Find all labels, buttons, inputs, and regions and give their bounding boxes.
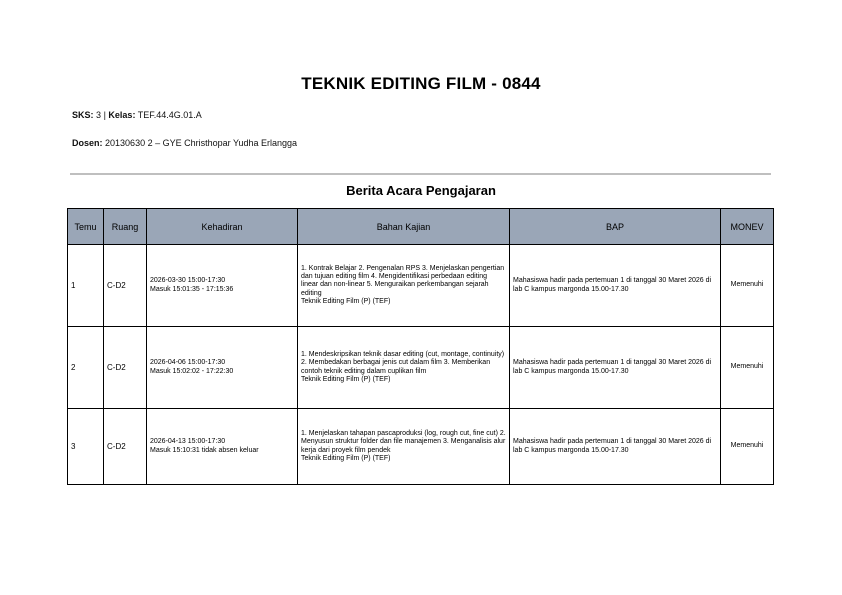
table-row: [68, 245, 774, 327]
cell-monev: Memenuhi: [721, 327, 774, 409]
kelas-label: Kelas:: [108, 110, 136, 120]
bahan-matkul: Teknik Editing Film (P) (TEF): [301, 454, 391, 462]
cell-kehadiran: [147, 245, 298, 327]
cell-ruang: C-D2: [104, 245, 147, 327]
table-header-row: [68, 209, 774, 245]
column-header-temu: Temu: [68, 209, 104, 245]
cell-kehadiran: [147, 327, 298, 409]
table-row: [68, 409, 774, 485]
cell-temu: 2: [68, 327, 104, 409]
dosen-value: 20130630 2 – GYE Christhopar Yudha Erlangga: [105, 138, 298, 148]
bahan-kajian-text: 1. Kontrak Belajar 2. Pengenalan RPS 3. Menjelaskan pengertian dan tujuan editing film 4. Mengidentifikasi perbedaan editing linear dan non-linear 5. Menguraikan perkembangan sejarah editing: [301, 264, 505, 297]
cell-kehadiran: [147, 409, 298, 485]
kehadiran-jadwal: 2026-04-06 15:00-17:30: [150, 359, 226, 367]
cell-bahan-kajian: [298, 409, 510, 485]
sks-value: 3: [96, 110, 102, 120]
sks-label: SKS:: [72, 110, 94, 120]
bahan-matkul: Teknik Editing Film (P) (TEF): [301, 298, 391, 306]
column-header-bap: BAP: [510, 209, 721, 245]
kehadiran-masuk: Masuk 15:01:35 - 17:15:36: [150, 285, 234, 293]
course-info: [72, 110, 202, 120]
lecturer-info: [72, 138, 297, 148]
separator: |: [103, 110, 106, 120]
cell-temu: 3: [68, 409, 104, 485]
kelas-value: TEF.44.4G.01.A: [137, 110, 202, 120]
column-header-bahan-kajian: Bahan Kajian: [298, 209, 510, 245]
bap-table: [67, 208, 774, 485]
cell-ruang: C-D2: [104, 327, 147, 409]
cell-bahan-kajian: [298, 327, 510, 409]
cell-monev: Memenuhi: [721, 409, 774, 485]
table-row: [68, 327, 774, 409]
kehadiran-jadwal: 2026-03-30 15:00-17:30: [150, 277, 226, 285]
section-title: Berita Acara Pengajaran: [346, 183, 496, 198]
bahan-kajian-text: 1. Menjelaskan tahapan pascaproduksi (log, rough cut, fine cut) 2. Menyusun struktur folder dan file manajemen 3. Menganalisis alur kerja dari proyek film pendek: [301, 429, 506, 454]
cell-bap: Mahasiswa hadir pada pertemuan 1 di tanggal 30 Maret 2026 di lab C kampus margonda 15.00-17.30: [510, 409, 721, 485]
cell-bahan-kajian: [298, 245, 510, 327]
page-title: TEKNIK EDITING FILM - 0844: [301, 74, 541, 93]
bahan-matkul: Teknik Editing Film (P) (TEF): [301, 375, 391, 383]
kehadiran-jadwal: 2026-04-13 15:00-17:30: [150, 438, 226, 446]
dosen-label: Dosen:: [72, 138, 103, 148]
kehadiran-masuk: Masuk 15:02:02 - 17:22:30: [150, 367, 234, 375]
column-header-ruang: Ruang: [104, 209, 147, 245]
cell-bap: Mahasiswa hadir pada pertemuan 1 di tanggal 30 Maret 2026 di lab C kampus margonda 15.00-17.30: [510, 327, 721, 409]
cell-bap: Mahasiswa hadir pada pertemuan 1 di tanggal 30 Maret 2026 di lab C kampus margonda 15.00-17.30: [510, 245, 721, 327]
cell-temu: 1: [68, 245, 104, 327]
cell-ruang: C-D2: [104, 409, 147, 485]
cell-monev: Memenuhi: [721, 245, 774, 327]
bahan-kajian-text: 1. Mendeskripsikan teknik dasar editing (cut, montage, continuity) 2. Membedakan berbagai jenis cut dalam film 3. Memberikan contoh teknik editing dalam cuplikan film: [301, 350, 505, 375]
kehadiran-masuk: Masuk 15:10:31 tidak absen keluar: [150, 446, 259, 454]
column-header-kehadiran: Kehadiran: [147, 209, 298, 245]
divider: [70, 173, 771, 175]
column-header-monev: MONEV: [721, 209, 774, 245]
